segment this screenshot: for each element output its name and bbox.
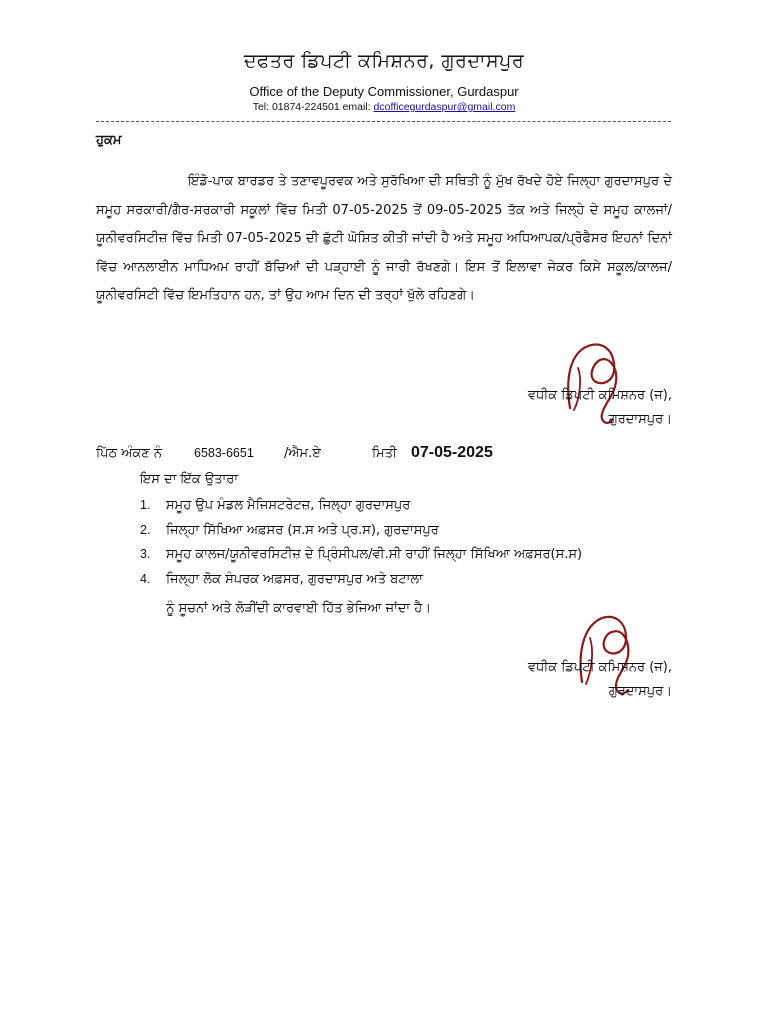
endorsement-date: 07-05-2025 xyxy=(411,444,493,461)
contact-line xyxy=(0,101,768,113)
order-paragraph: ਇੰਡੋ-ਪਾਕ ਬਾਰਡਰ ਤੇ ਤਣਾਵਪੂਰਵਕ ਅਤੇ ਸੁਰੱਖਿਆ ਦੀ ਸਥਿਤੀ ਨੂੰ ਮੁੱਖ ਰੱਖਦੇ ਹੋਏ ਜਿਲ੍ਹਾ ਗੁਰਦਾਸਪੁਰ ਦੇ ਸਮੂਹ ਸਰਕਾਰੀ/ਗੈਰ-ਸਰਕਾਰੀ ਸਕੂਲਾਂ ਵਿੱਚ ਮਿਤੀ 07-05-2025 ਤੋਂ 09-05-2025 ਤੱਕ ਅਤੇ ਜਿਲ੍ਹੇ ਦੇ ਸਮੂਹ ਕਾਲਜਾਂ/ਯੂਨੀਵਰਸਿਟੀਜ਼ ਵਿੱਚ ਮਿਤੀ 07-05-2025 ਦੀ ਛੁੱਟੀ ਘੋਸ਼ਿਤ ਕੀਤੀ ਜਾਂਦੀ ਹੈ ਅਤੇ ਸਮੂਹ ਅਧਿਆਪਕ/ਪ੍ਰੋਫੈਸਰ ਇਹਨਾਂ ਦਿਨਾਂ ਵਿੱਚ ਆਨਲਾਈਨ ਮਾਧਿਅਮ ਰਾਹੀਂ ਬੱਚਿਆਂ ਦੀ ਪੜ੍ਹਾਈ ਨੂੰ ਜਾਰੀ ਰੱਖਣਗੇ। ਇਸ ਤੋਂ ਇਲਾਵਾ ਜੇਕਰ ਕਿਸੇ ਸਕੂਲ/ਕਾਲਜ/ਯੂਨੀਵਰਸਿਟੀ ਵਿੱਚ ਇਮਤਿਹਾਨ ਹਨ, ਤਾਂ ਉਹ ਆਮ ਦਿਨ ਦੀ ਤਰ੍ਹਾਂ ਖੁੱਲੇ ਰਹਿਣਗੇ। xyxy=(96,174,672,304)
signatory-place: ਗੁਰਦਾਸਪੁਰ। xyxy=(608,684,672,699)
recipient-text: ਜਿਲ੍ਹਾ ਲੋਕ ਸੰਪਰਕ ਅਫ਼ਸਰ, ਗੁਰਦਾਸਪੁਰ ਅਤੇ ਬਟਾਲਾ xyxy=(166,572,423,588)
item-number: 4. xyxy=(140,572,151,587)
email-link[interactable]: dcofficegurdaspur@gmail.com xyxy=(373,101,516,113)
signature-block-2 xyxy=(528,656,672,704)
item-number: 2. xyxy=(140,522,151,537)
copy-heading: ਇਸ ਦਾ ਇੱਕ ਉਤਾਰਾ xyxy=(140,472,239,487)
endorsement-reference xyxy=(96,446,696,470)
recipient-text: ਜਿਲ੍ਹਾ ਸਿੱਖਿਆ ਅਫ਼ਸਰ (ਸ.ਸ ਅਤੇ ਪ੍ਰ.ਸ), ਗੁਰਦਾਸਪੁਰ xyxy=(166,522,439,538)
recipient-list xyxy=(140,498,582,597)
order-body xyxy=(96,168,672,311)
signatory-place: ਗੁਰਦਾਸਪੁਰ। xyxy=(608,412,672,427)
signatory-designation: ਵਧੀਕ ਡਿਪਟੀ ਕਮਿਸ਼ਨਰ (ਜ), xyxy=(528,660,672,675)
recipient-text: ਸਮੂਹ ਕਾਲਜ/ਯੂਨੀਵਰਸਿਟੀਜ਼ ਦੇ ਪ੍ਰਿੰਸੀਪਲ/ਵੀ.ਸੀ ਰਾਹੀਂ ਜਿਲ੍ਹਾ ਸਿੱਖਿਆ ਅਫ਼ਸਰ(ਸ.ਸ) xyxy=(166,547,583,563)
reference-label: ਪਿੱਠ ਅੰਕਣ ਨੰ xyxy=(96,446,163,461)
item-number: 1. xyxy=(140,498,151,512)
header-divider xyxy=(96,121,671,122)
recipient-text: ਸਮੂਹ ਉਪ ਮੰਡਲ ਮੈਜਿਸਟਰੇਟਜ਼, ਜਿਲ੍ਹਾ ਗੁਰਦਾਸਪੁਰ xyxy=(166,498,411,513)
item-number: 3. xyxy=(140,547,151,562)
date-label: ਮਿਤੀ xyxy=(372,446,397,461)
list-item xyxy=(140,498,582,523)
reference-suffix: /ਐਮ.ਏ xyxy=(284,446,321,461)
telephone-label: Tel: 01874-224501 email: xyxy=(252,101,374,113)
office-title-english: Office of the Deputy Commissioner, Gurdaspur xyxy=(249,84,519,99)
office-title-punjabi: ਦਫਤਰ ਡਿਪਟੀ ਕਮਿਸ਼ਨਰ, ਗੁਰਦਾਸਪੁਰ xyxy=(243,50,525,72)
list-item xyxy=(140,572,582,597)
order-heading: ਹੁਕਮ xyxy=(96,133,122,148)
closing-line: ਨੂੰ ਸੂਚਨਾਂ ਅਤੇ ਲੋੜੀਂਦੀ ਕਾਰਵਾਈ ਹਿੱਤ ਭੇਜਿਆ ਜਾਂਦਾ ਹੈ। xyxy=(166,601,432,616)
list-item xyxy=(140,547,582,572)
reference-number: 6583-6651 xyxy=(194,446,254,460)
list-item xyxy=(140,523,582,548)
signatory-designation: ਵਧੀਕ ਡਿਪਟੀ ਕਮਿਸ਼ਨਰ (ਜ), xyxy=(528,388,672,403)
signature-block-1 xyxy=(528,384,672,432)
